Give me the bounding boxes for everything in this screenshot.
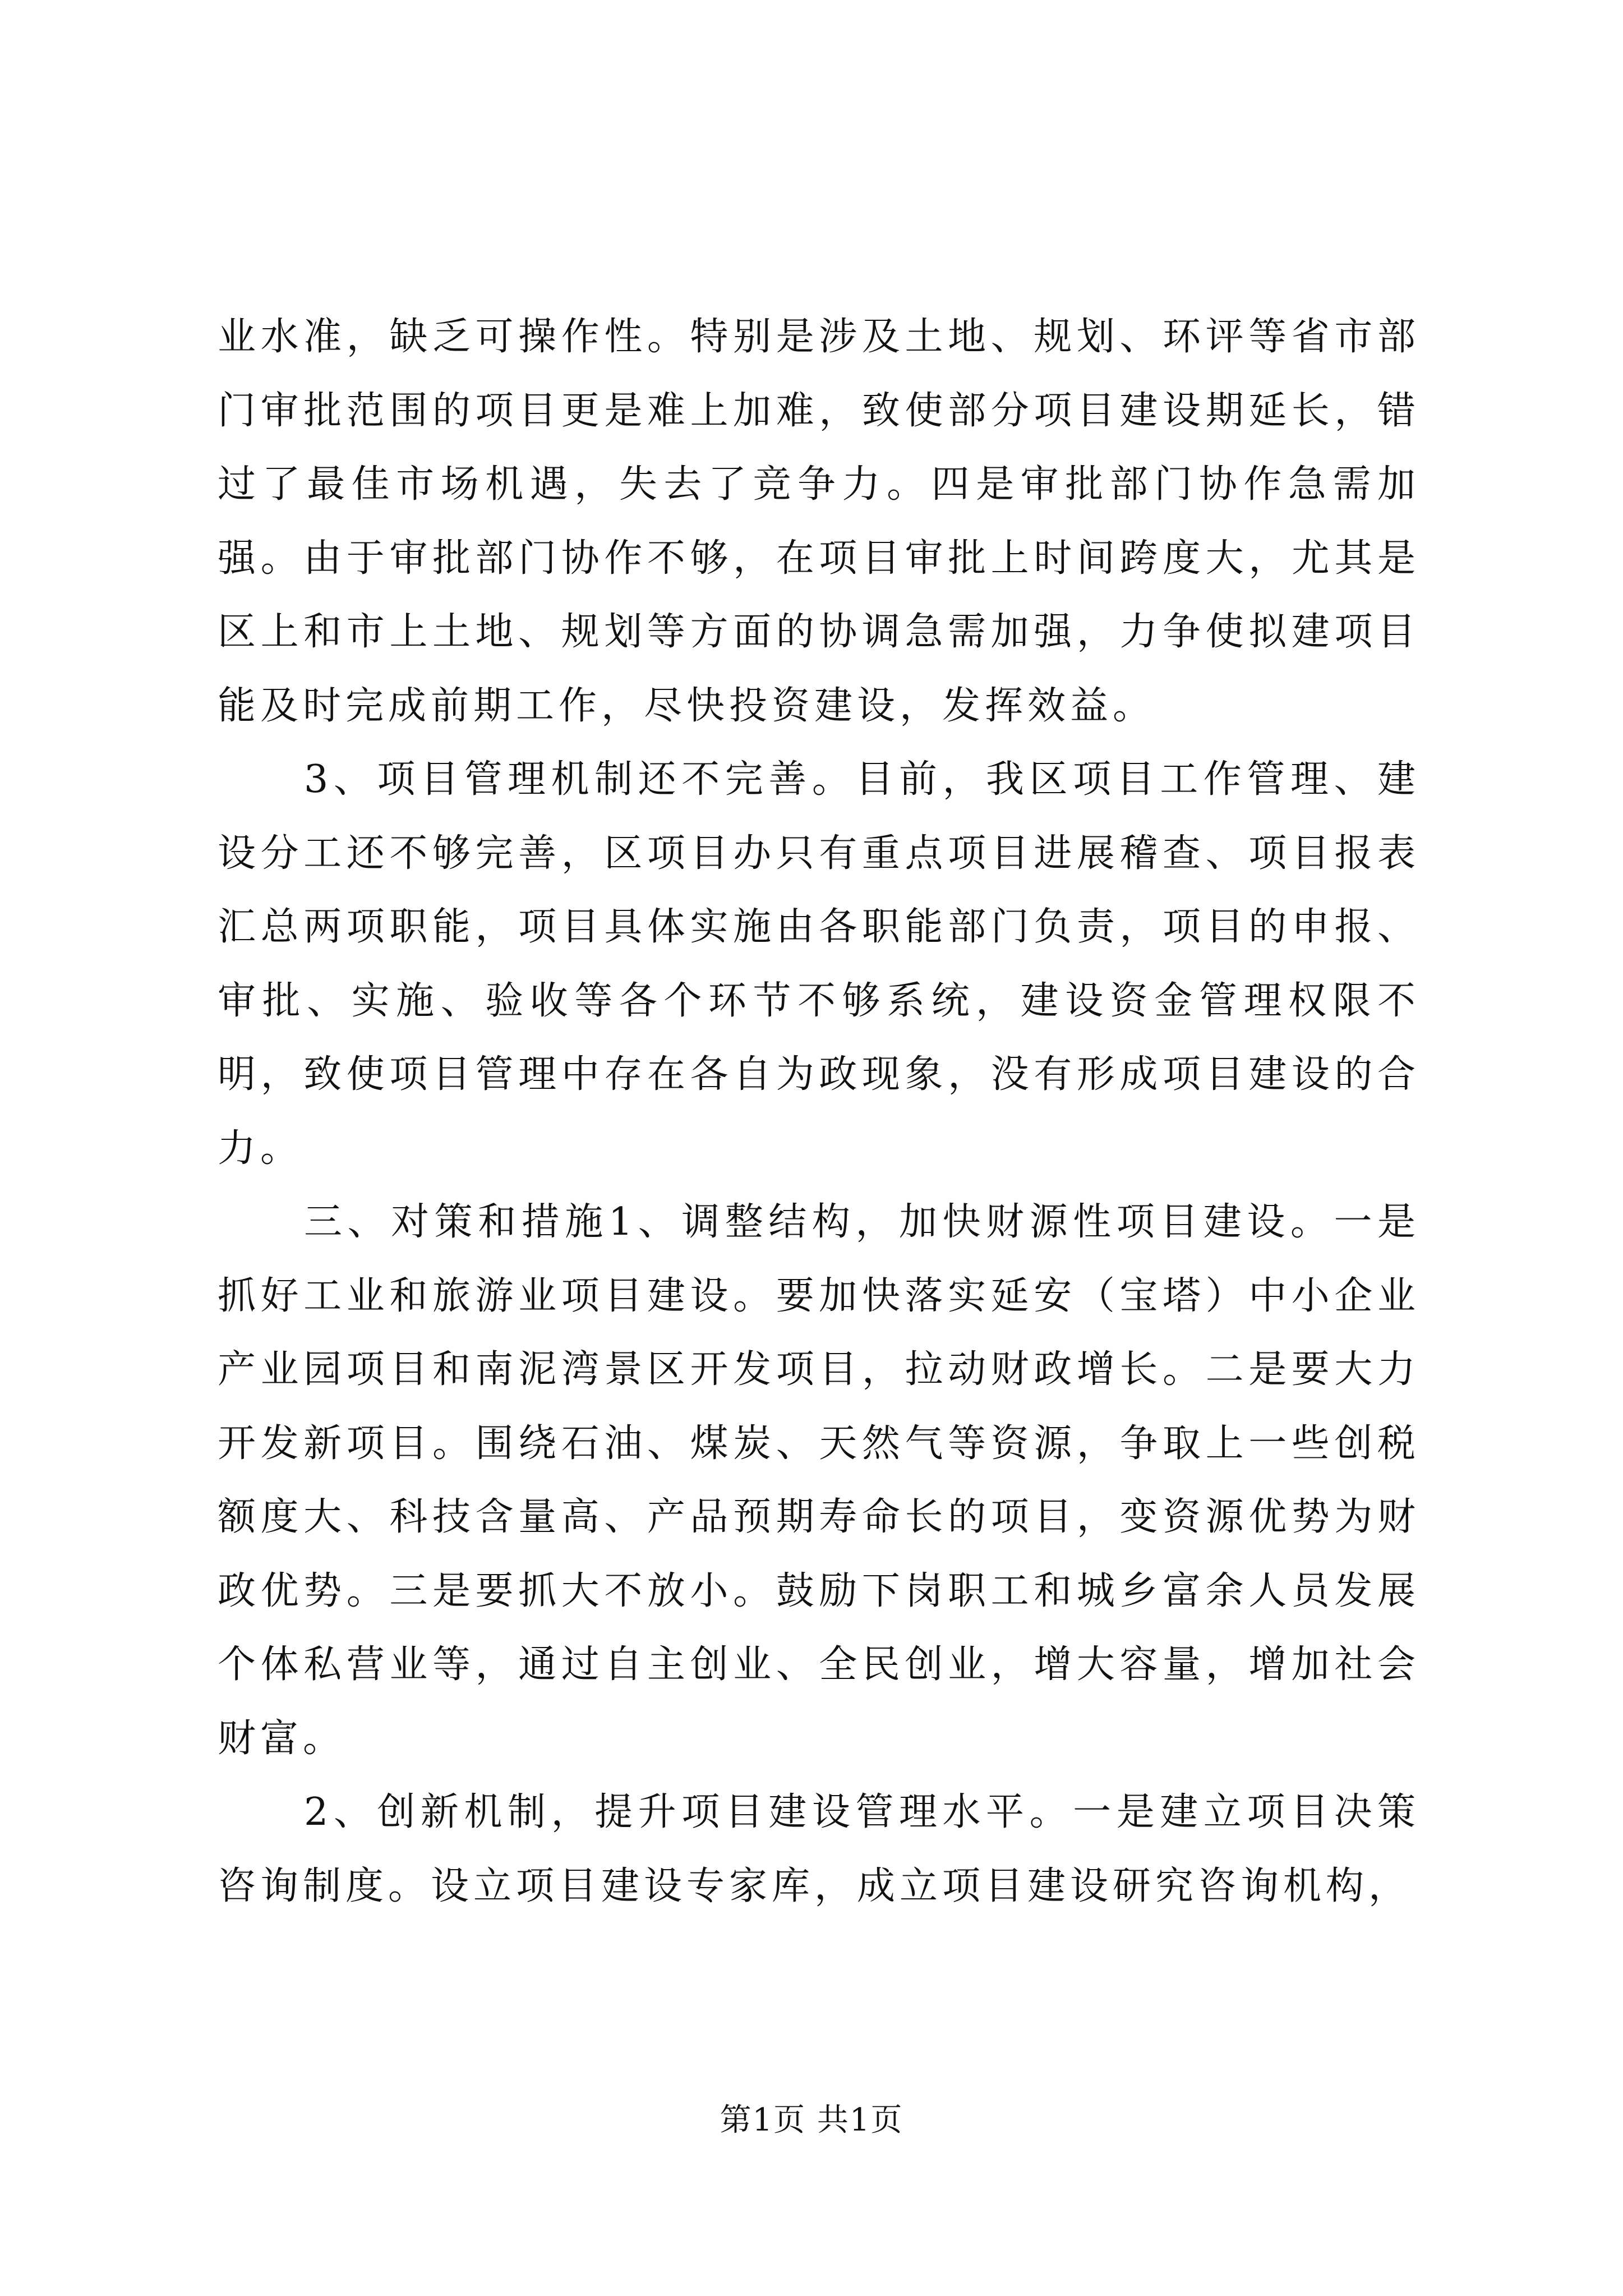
document-body	[218, 300, 1420, 1923]
paragraph-continuation: 业水准，缺乏可操作性。特别是涉及土地、规划、环评等省市部门审批范围的项目更是难上加难，致使部分项目建设期延长，错过了最佳市场机遇，失去了竞争力。四是审批部门协作急需加强。由于审批部门协作不够，在项目审批上时间跨度大，尤其是区上和市上土地、规划等方面的协调急需加强，力争使拟建项目能及时完成前期工作，尽快投资建设，发挥效益。	[218, 315, 1420, 728]
paragraph-countermeasures: 三、对策和措施1、调整结构，加快财源性项目建设。一是抓好工业和旅游业项目建设。要加快落实延安（宝塔）中小企业产业园项目和南泥湾景区开发项目，拉动财政增长。二是要大力开发新项目。围绕石油、煤炭、天然气等资源，争取上一些创税额度大、科技含量高、产品预期寿命长的项目，变资源优势为财政优势。三是要抓大不放小。鼓励下岗职工和城乡富余人员发展个体私营业等，通过自主创业、全民创业，增大容量，增加社会财富。	[218, 1200, 1420, 1761]
paragraph-project-management: 3、项目管理机制还不完善。目前，我区项目工作管理、建设分工还不够完善，区项目办只有重点项目进展稽查、项目报表汇总两项职能，项目具体实施由各职能部门负责，项目的申报、审批、实施、验收等各个环节不够系统，建设资金管理权限不明，致使项目管理中存在各自为政现象，没有形成项目建设的合力。	[218, 757, 1420, 1171]
page-footer: 第1页 共1页	[720, 2102, 903, 2138]
paragraph-innovation-mechanism: 2、创新机制，提升项目建设管理水平。一是建立项目决策咨询制度。设立项目建设专家库，成立项目建设研究咨询机构，	[218, 1790, 1420, 1908]
